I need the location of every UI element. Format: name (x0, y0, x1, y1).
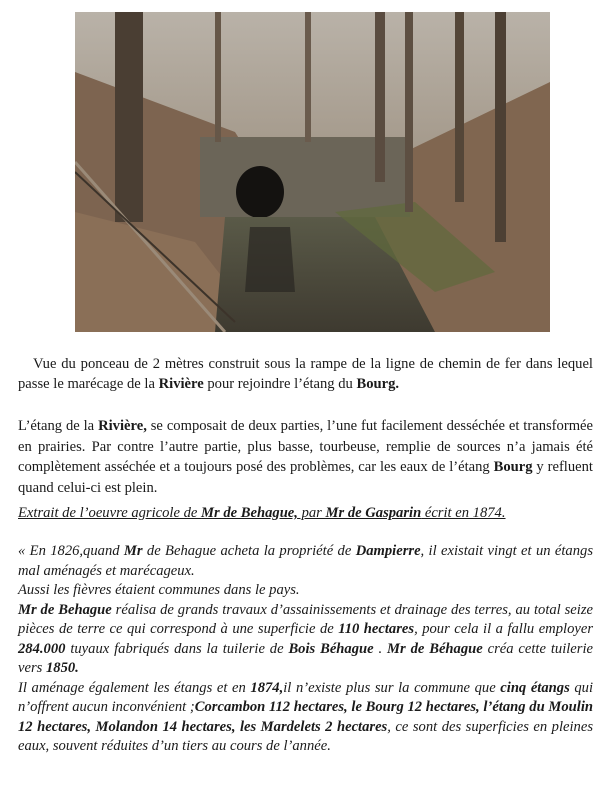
quote-paragraph-3: Mr de Behague réalisa de grands travaux d’assainissements et drainage des terres, au total seize pièces de terre ce qui correspond à une superficie de 110 hectares, pour cela il a fallu employer 284.000 tuyaux fabriqués dans la tuilerie de Bois Béhague . Mr de Béhague créa cette tuilerie vers 1850. (18, 601, 593, 676)
quoted-extract (18, 542, 593, 757)
quote-paragraph-4: Il aménage également les étangs et en 1874,il n’existe plus sur la commune que cinq étangs qui n’offrent aucun inconvénient ;Corcambon 112 hectares, le Bourg 12 hectares, l’étang du Moulin 12 hectares, Molandon 14 hectares, les Mardelets 2 hectares, ce sont des superficies en pleines eaux, souvent réduites d’un tiers au cours de l’année. (18, 679, 594, 754)
quote-paragraph-1: « En 1826,quand Mr de Behague acheta la propriété de Dampierre, il existait vingt et un étangs mal aménagés et marécageux. (18, 543, 593, 579)
extract-heading: Extrait de l’oeuvre agricole de Mr de Behague, par Mr de Gasparin écrit en 1874. (18, 505, 506, 521)
culvert-photo (75, 12, 550, 332)
photo-caption: Vue du ponceau de 2 mètres construit sous la rampe de la ligne de chemin de fer dans lequel passe le marécage de la Rivière pour rejoindre l’étang du Bourg. (18, 356, 593, 392)
etang-riviere-paragraph: L’étang de la Rivière, se composait de deux parties, l’une fut facilement desséchée et transformée en prairies. Par contre l’autre partie, plus basse, tourbeuse, remplie de sources n’a jamais été complètement asséchée et a toujours posé des problèmes, car les eaux de l’étang Bourg y refluent quand celui-ci est plein. (18, 418, 593, 496)
quote-paragraph-2: Aussi les fièvres étaient communes dans le pays. (18, 582, 300, 598)
